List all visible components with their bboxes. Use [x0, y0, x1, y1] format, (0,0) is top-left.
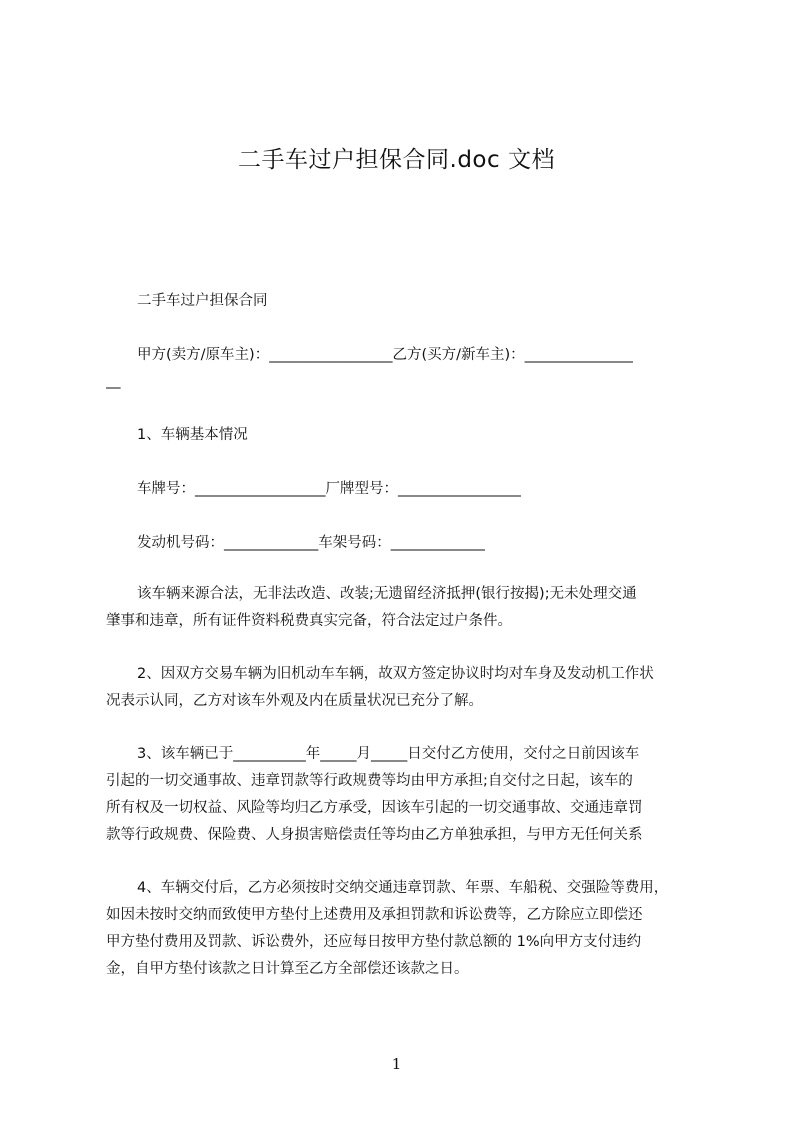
parties-line: 甲方(卖方/原车主)：_________________乙方(买方/新车主)：_______________ — [137, 347, 634, 363]
clause-3-line-4: 款等行政规费、保险费、人身损害赔偿责任等均由乙方单独承担，与甲方无任何关系 — [106, 827, 643, 843]
clause-2-line-1: 2、因双方交易车辆为旧机动车车辆，故双方签定协议时均对车身及发动机工作状 — [137, 666, 654, 682]
clause-3-line-3: 所有权及一切权益、风险等均归乙方承受，因该车引起的一切交通事故、交通违章罚 — [106, 800, 643, 816]
vehicle-statement-line-1: 该车辆来源合法，无非法改造、改装;无遗留经济抵押(银行按揭);无未处理交通 — [137, 586, 637, 602]
engine-frame-line: 发动机号码：_____________车架号码：_____________ — [137, 535, 485, 551]
clause-4-line-1: 4、车辆交付后，乙方必须按时交纳交通违章罚款、年票、车船税、交强险等费用， — [137, 880, 669, 896]
clause-4-line-2: 如因未按时交纳而致使甲方垫付上述费用及承担罚款和诉讼费等，乙方除应立即偿还 — [106, 907, 643, 923]
clause-3-line-2: 引起的一切交通事故、违章罚款等行政规费等均由甲方承担;自交付之日起，该车的 — [106, 773, 633, 789]
document-title: 二手车过户担保合同.doc 文档 — [238, 147, 555, 173]
vehicle-statement-line-2: 肇事和违章，所有证件资料税费真实完备，符合法定过户条件。 — [106, 613, 512, 629]
clause-2-line-2: 况表示认同，乙方对该车外观及内在质量状况已充分了解。 — [106, 693, 483, 709]
plate-model-line: 车牌号：__________________厂牌型号：_________________ — [137, 481, 522, 497]
clause-3-line-1: 3、该车辆已于__________年_____月_____日交付乙方使用，交付之日前因该车 — [137, 746, 640, 762]
clause-4-line-3: 甲方垫付费用及罚款、诉讼费外，还应每日按甲方垫付款总额的 1%向甲方支付违约 — [106, 934, 642, 950]
contract-heading: 二手车过户担保合同 — [137, 293, 268, 309]
clause-4-line-4: 金，自甲方垫付该款之日计算至乙方全部偿还该款之日。 — [106, 961, 469, 977]
parties-line-wrap: __ — [106, 373, 121, 389]
page-number: 1 — [391, 1055, 402, 1073]
section-1-heading: 1、车辆基本情况 — [137, 427, 248, 443]
